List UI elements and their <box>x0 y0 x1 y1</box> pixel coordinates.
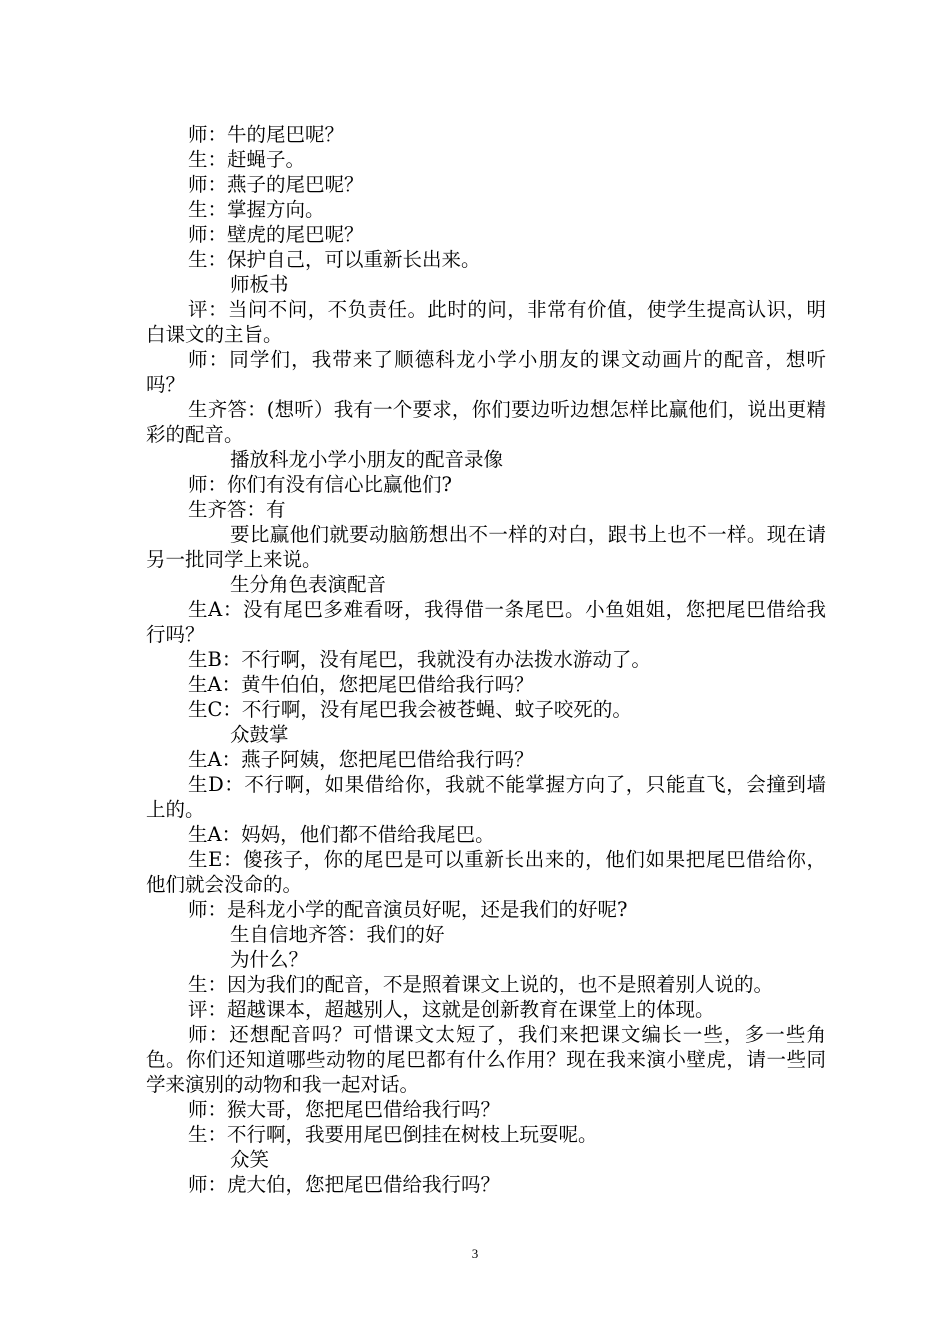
paragraph: 众鼓掌 <box>230 723 289 746</box>
paragraph: 生齐答：(想听）我有一个要求，你们要边听边想怎样比赢他们，说出更精彩的配音。 <box>146 398 826 446</box>
document-body <box>146 122 826 1197</box>
paragraph: 生齐答：有 <box>188 498 286 521</box>
paragraph: 要比赢他们就要动脑筋想出不一样的对白，跟书上也不一样。现在请另一批同学上来说。 <box>146 523 826 571</box>
paragraph: 生B：不行啊，没有尾巴，我就没有办法拨水游动了。 <box>188 648 651 671</box>
paragraph: 评：超越课本，超越别人，这就是创新教育在课堂上的体现。 <box>188 998 715 1021</box>
paragraph: 生：不行啊，我要用尾巴倒挂在树枝上玩耍呢。 <box>188 1123 598 1146</box>
paragraph: 生分角色表演配音 <box>230 573 387 596</box>
paragraph: 生：赶蝇子。 <box>188 148 306 171</box>
paragraph: 生E：傻孩子，你的尾巴是可以重新长出来的，他们如果把尾巴借给你，他们就会没命的。 <box>146 848 826 896</box>
paragraph: 师：壁虎的尾巴呢？ <box>188 223 364 246</box>
paragraph: 师：是科龙小学的配音演员好呢，还是我们的好呢? <box>188 898 628 921</box>
page-number: 3 <box>471 1246 479 1261</box>
paragraph: 众笑 <box>230 1148 270 1171</box>
paragraph: 评：当问不问，不负责任。此时的问，非常有价值，使学生提高认识，明白课文的主旨。 <box>146 298 826 346</box>
paragraph: 生C：不行啊，没有尾巴我会被苍蝇、蚊子咬死的。 <box>188 698 632 721</box>
paragraph: 师：虎大伯，您把尾巴借给我行吗？ <box>188 1173 501 1196</box>
paragraph: 师：同学们，我带来了顺德科龙小学小朋友的课文动画片的配音，想听吗？ <box>146 348 826 396</box>
paragraph: 师：你们有没有信心比赢他们? <box>188 473 452 496</box>
paragraph: 师：还想配音吗？可惜课文太短了，我们来把课文编长一些，多一些角色。你们还知道哪些动物的尾巴都有什么作用？现在我来演小壁虎，请一些同学来演别的动物和我一起对话。 <box>146 1023 826 1096</box>
paragraph: 生：因为我们的配音，不是照着课文上说的，也不是照着别人说的。 <box>188 973 774 996</box>
paragraph: 生：掌握方向。 <box>188 198 325 221</box>
paragraph: 生A：妈妈，他们都不借给我尾巴。 <box>188 823 495 846</box>
paragraph: 为什么？ <box>230 948 309 971</box>
paragraph: 播放科龙小学小朋友的配音录像 <box>230 448 504 471</box>
paragraph: 生自信地齐答：我们的好 <box>230 923 445 946</box>
paragraph: 生A：没有尾巴多难看呀，我得借一条尾巴。小鱼姐姐，您把尾巴借给我行吗？ <box>146 598 826 646</box>
paragraph: 生A：燕子阿姨，您把尾巴借给我行吗？ <box>188 748 534 771</box>
paragraph: 师：燕子的尾巴呢？ <box>188 173 364 196</box>
paragraph: 师：牛的尾巴呢？ <box>188 123 345 146</box>
paragraph: 生D：不行啊，如果借给你，我就不能掌握方向了，只能直飞，会撞到墙上的。 <box>146 773 826 821</box>
paragraph: 师：猴大哥，您把尾巴借给我行吗？ <box>188 1098 501 1121</box>
paragraph: 师板书 <box>230 273 289 296</box>
paragraph: 生A：黄牛伯伯，您把尾巴借给我行吗？ <box>188 673 534 696</box>
paragraph: 生：保护自己，可以重新长出来。 <box>188 248 481 271</box>
